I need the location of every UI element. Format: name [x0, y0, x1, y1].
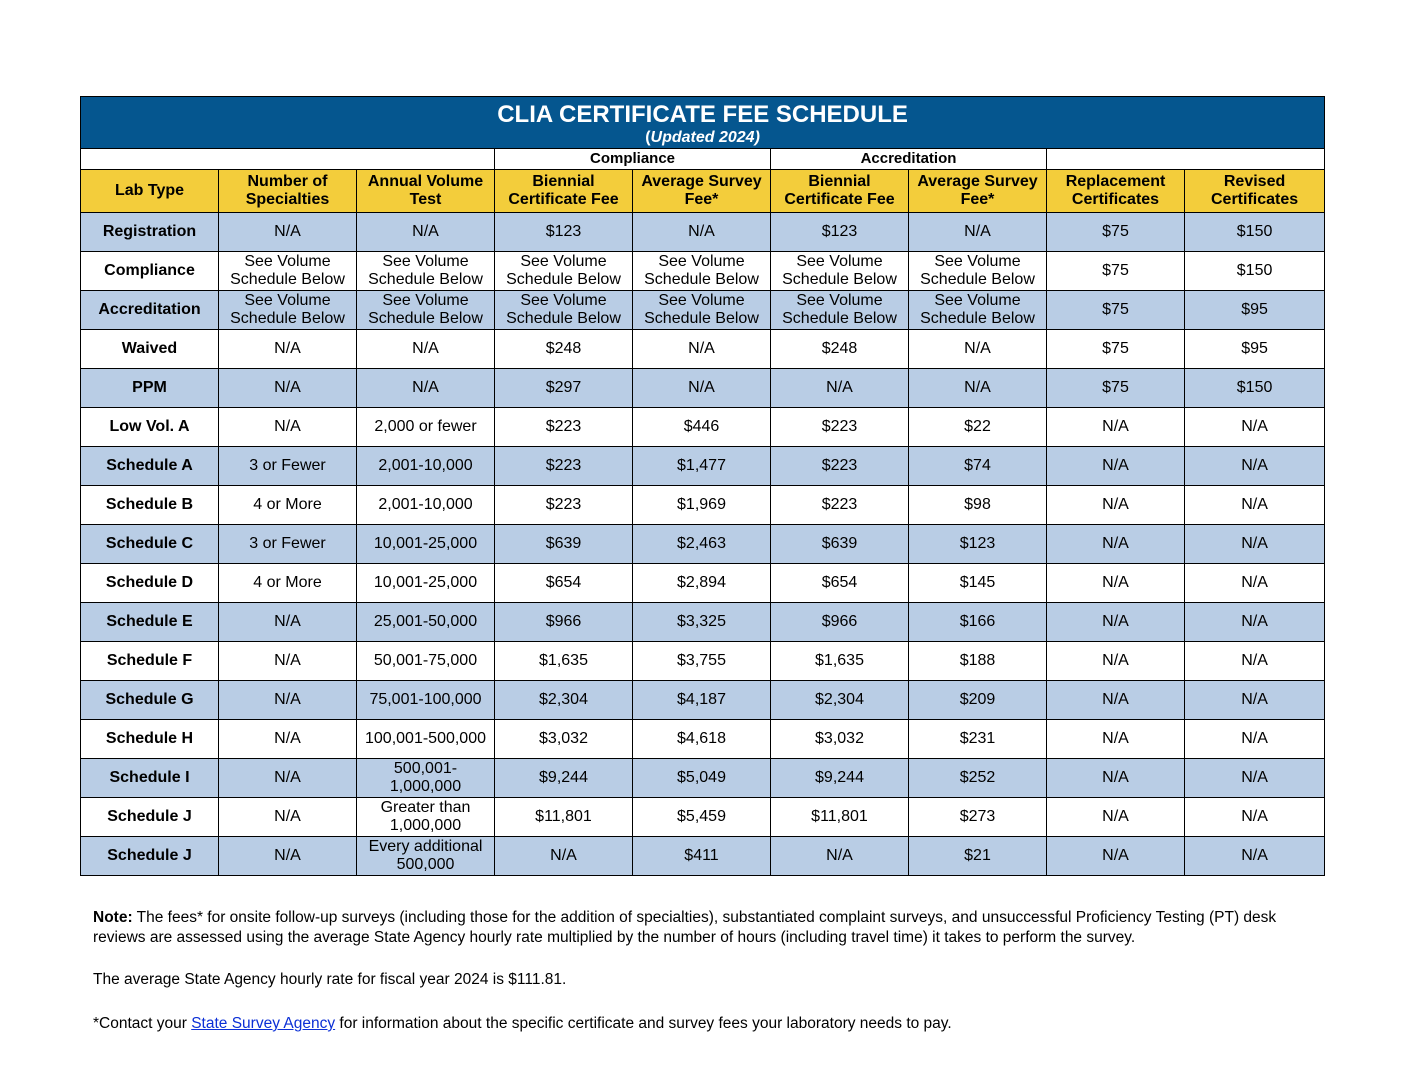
column-header: Number of Specialties — [219, 170, 357, 213]
fee-cell: N/A — [495, 837, 633, 876]
lab-type-cell: Schedule A — [81, 447, 219, 486]
fee-cell: $3,325 — [633, 603, 771, 642]
fee-cell: $123 — [495, 213, 633, 252]
fee-cell: $411 — [633, 837, 771, 876]
fee-cell: N/A — [219, 837, 357, 876]
fee-cell: 10,001-25,000 — [357, 564, 495, 603]
fee-cell: N/A — [357, 213, 495, 252]
fee-cell: Every additional 500,000 — [357, 837, 495, 876]
fee-cell: $446 — [633, 408, 771, 447]
table-row — [81, 291, 1325, 330]
note-label: Note: — [93, 909, 133, 926]
contact-prefix: *Contact your — [93, 1015, 192, 1032]
fee-cell: See Volume Schedule Below — [357, 252, 495, 291]
fee-cell: $145 — [909, 564, 1047, 603]
fee-cell: N/A — [633, 369, 771, 408]
fee-cell: $5,459 — [633, 798, 771, 837]
fee-cell: See Volume Schedule Below — [357, 291, 495, 330]
column-header: Biennial Certificate Fee — [771, 170, 909, 213]
column-header: Average Survey Fee* — [633, 170, 771, 213]
fee-cell: $223 — [495, 447, 633, 486]
note-text: The fees* for onsite follow-up surveys (including those for the addition of specialties), substantiated complaint surveys, and unsuccessful Proficiency Testing (PT) desk reviews are assessed using the average State Agency hourly rate multiplied by the number of hours (including travel time) it takes to perform the survey. — [93, 909, 1277, 946]
fee-cell: N/A — [1185, 642, 1325, 681]
fee-cell: N/A — [1047, 525, 1185, 564]
fee-cell: 25,001-50,000 — [357, 603, 495, 642]
table-row — [81, 447, 1325, 486]
fee-cell: N/A — [1047, 759, 1185, 798]
fee-cell: N/A — [219, 603, 357, 642]
fee-schedule-table — [80, 96, 1325, 876]
column-header: Revised Certificates — [1185, 170, 1325, 213]
fee-cell: See Volume Schedule Below — [771, 252, 909, 291]
fee-cell: 4 or More — [219, 564, 357, 603]
table-row — [81, 525, 1325, 564]
subtitle-text: Updated 2024) — [650, 128, 760, 146]
fee-cell: $1,477 — [633, 447, 771, 486]
fee-cell: $74 — [909, 447, 1047, 486]
fee-cell: Greater than 1,000,000 — [357, 798, 495, 837]
fee-cell: N/A — [219, 369, 357, 408]
lab-type-cell: Schedule J — [81, 837, 219, 876]
fee-cell: N/A — [219, 681, 357, 720]
table-row — [81, 837, 1325, 876]
fee-cell: $22 — [909, 408, 1047, 447]
fee-cell: $639 — [495, 525, 633, 564]
fee-cell: N/A — [909, 369, 1047, 408]
fee-cell: $966 — [495, 603, 633, 642]
column-group-row — [81, 149, 1325, 170]
fee-cell: N/A — [219, 330, 357, 369]
table-row — [81, 681, 1325, 720]
fee-cell: N/A — [219, 408, 357, 447]
fee-cell: $3,032 — [771, 720, 909, 759]
column-header-row — [81, 170, 1325, 213]
fee-cell: $166 — [909, 603, 1047, 642]
fee-cell: N/A — [357, 330, 495, 369]
fee-cell: N/A — [219, 798, 357, 837]
fee-cell: N/A — [1047, 837, 1185, 876]
fee-cell: $75 — [1047, 252, 1185, 291]
lab-type-cell: Schedule G — [81, 681, 219, 720]
contact-paragraph — [93, 1014, 1323, 1034]
table-row — [81, 369, 1325, 408]
fee-cell: 10,001-25,000 — [357, 525, 495, 564]
lab-type-cell: Schedule J — [81, 798, 219, 837]
fee-cell: N/A — [771, 837, 909, 876]
fee-schedule-sheet — [80, 96, 1324, 876]
fee-cell: $4,618 — [633, 720, 771, 759]
fee-cell: $4,187 — [633, 681, 771, 720]
table-row — [81, 603, 1325, 642]
fee-cell: $252 — [909, 759, 1047, 798]
fee-cell: $11,801 — [771, 798, 909, 837]
fee-cell: See Volume Schedule Below — [495, 252, 633, 291]
fee-cell: 100,001-500,000 — [357, 720, 495, 759]
table-row — [81, 486, 1325, 525]
note-paragraph — [93, 908, 1323, 948]
fee-cell: $188 — [909, 642, 1047, 681]
fee-cell: See Volume Schedule Below — [909, 291, 1047, 330]
fee-cell: $21 — [909, 837, 1047, 876]
fee-cell: $9,244 — [495, 759, 633, 798]
fee-cell: N/A — [1185, 798, 1325, 837]
fee-cell: See Volume Schedule Below — [909, 252, 1047, 291]
fee-cell: 3 or Fewer — [219, 447, 357, 486]
fee-cell: N/A — [1185, 447, 1325, 486]
fee-cell: N/A — [219, 213, 357, 252]
fee-cell: N/A — [1047, 642, 1185, 681]
lab-type-cell: Schedule D — [81, 564, 219, 603]
fee-cell: N/A — [219, 759, 357, 798]
subtitle-paren: ( — [645, 128, 651, 146]
fee-cell: 2,000 or fewer — [357, 408, 495, 447]
fee-cell: See Volume Schedule Below — [633, 252, 771, 291]
fee-cell: N/A — [1185, 525, 1325, 564]
fee-cell: N/A — [219, 720, 357, 759]
fee-cell: $654 — [495, 564, 633, 603]
column-header: Annual Volume Test — [357, 170, 495, 213]
fee-cell: N/A — [633, 330, 771, 369]
column-header: Biennial Certificate Fee — [495, 170, 633, 213]
group-accreditation: Accreditation — [771, 149, 1047, 170]
lab-type-cell: Schedule I — [81, 759, 219, 798]
fee-cell: $123 — [771, 213, 909, 252]
fee-cell: $654 — [771, 564, 909, 603]
fee-cell: N/A — [771, 369, 909, 408]
fee-cell: 75,001-100,000 — [357, 681, 495, 720]
fee-cell: N/A — [1185, 408, 1325, 447]
fee-cell: $3,755 — [633, 642, 771, 681]
fee-cell: N/A — [1185, 564, 1325, 603]
table-row — [81, 759, 1325, 798]
fee-cell: $223 — [771, 408, 909, 447]
table-row — [81, 798, 1325, 837]
table-body — [81, 213, 1325, 876]
fee-cell: N/A — [357, 369, 495, 408]
fee-cell: $123 — [909, 525, 1047, 564]
group-blank-left — [81, 149, 495, 170]
fee-cell: $98 — [909, 486, 1047, 525]
fee-cell: $9,244 — [771, 759, 909, 798]
group-blank-right — [1047, 149, 1325, 170]
fee-cell: See Volume Schedule Below — [219, 291, 357, 330]
fee-cell: $75 — [1047, 330, 1185, 369]
lab-type-cell: Low Vol. A — [81, 408, 219, 447]
lab-type-cell: Schedule B — [81, 486, 219, 525]
fee-cell: N/A — [1185, 603, 1325, 642]
fee-cell: 2,001-10,000 — [357, 486, 495, 525]
fee-cell: N/A — [1185, 720, 1325, 759]
fee-cell: N/A — [1047, 720, 1185, 759]
hourly-rate-text: The average State Agency hourly rate for fiscal year 2024 is $111.81. — [93, 971, 567, 988]
lab-type-cell: Compliance — [81, 252, 219, 291]
fee-cell: $223 — [495, 408, 633, 447]
fee-cell: $966 — [771, 603, 909, 642]
fee-cell: 4 or More — [219, 486, 357, 525]
table-row — [81, 642, 1325, 681]
lab-type-cell: PPM — [81, 369, 219, 408]
table-title-banner — [81, 97, 1325, 149]
fee-cell: $2,304 — [495, 681, 633, 720]
lab-type-cell: Schedule F — [81, 642, 219, 681]
column-header: Replacement Certificates — [1047, 170, 1185, 213]
fee-cell: $223 — [771, 486, 909, 525]
table-row — [81, 330, 1325, 369]
fee-cell: $1,969 — [633, 486, 771, 525]
fee-cell: N/A — [1047, 486, 1185, 525]
fee-cell: N/A — [1185, 759, 1325, 798]
fee-cell: N/A — [1185, 681, 1325, 720]
fee-cell: N/A — [633, 213, 771, 252]
fee-cell: N/A — [1047, 564, 1185, 603]
fee-cell: $273 — [909, 798, 1047, 837]
table-row — [81, 564, 1325, 603]
fee-cell: $209 — [909, 681, 1047, 720]
lab-type-cell: Schedule H — [81, 720, 219, 759]
fee-cell: N/A — [909, 330, 1047, 369]
lab-type-cell: Schedule E — [81, 603, 219, 642]
fee-cell: N/A — [1185, 837, 1325, 876]
page-subtitle — [83, 129, 1322, 147]
fee-cell: $223 — [495, 486, 633, 525]
fee-cell: N/A — [1047, 603, 1185, 642]
table-row — [81, 252, 1325, 291]
page-title: CLIA CERTIFICATE FEE SCHEDULE — [497, 100, 908, 128]
fee-cell: $2,304 — [771, 681, 909, 720]
fee-cell: 50,001-75,000 — [357, 642, 495, 681]
fee-cell: $150 — [1185, 252, 1325, 291]
column-header: Average Survey Fee* — [909, 170, 1047, 213]
fee-cell: $2,463 — [633, 525, 771, 564]
fee-cell: $223 — [771, 447, 909, 486]
fee-cell: $639 — [771, 525, 909, 564]
fee-cell: N/A — [1047, 408, 1185, 447]
fee-cell: $297 — [495, 369, 633, 408]
fee-cell: $1,635 — [495, 642, 633, 681]
table-row — [81, 408, 1325, 447]
contact-suffix: for information about the specific certificate and survey fees your laboratory needs to pay. — [335, 1015, 952, 1032]
table-row — [81, 213, 1325, 252]
state-survey-agency-link[interactable]: State Survey Agency — [191, 1015, 336, 1032]
fee-cell: N/A — [1185, 486, 1325, 525]
lab-type-cell: Waived — [81, 330, 219, 369]
fee-cell: N/A — [1047, 798, 1185, 837]
lab-type-cell: Accreditation — [81, 291, 219, 330]
fee-cell: $248 — [771, 330, 909, 369]
fee-cell: $11,801 — [495, 798, 633, 837]
column-header: Lab Type — [81, 170, 219, 213]
fee-cell: See Volume Schedule Below — [219, 252, 357, 291]
lab-type-cell: Registration — [81, 213, 219, 252]
fee-cell: See Volume Schedule Below — [495, 291, 633, 330]
fee-cell: $150 — [1185, 213, 1325, 252]
lab-type-cell: Schedule C — [81, 525, 219, 564]
fee-cell: $75 — [1047, 369, 1185, 408]
fee-cell: $150 — [1185, 369, 1325, 408]
fee-cell: $231 — [909, 720, 1047, 759]
fee-cell: See Volume Schedule Below — [771, 291, 909, 330]
fee-cell: $2,894 — [633, 564, 771, 603]
fee-cell: 3 or Fewer — [219, 525, 357, 564]
fee-cell: 500,001-1,000,000 — [357, 759, 495, 798]
fee-cell: $248 — [495, 330, 633, 369]
fee-cell: $3,032 — [495, 720, 633, 759]
fee-cell: $95 — [1185, 330, 1325, 369]
fee-cell: N/A — [1047, 681, 1185, 720]
fee-cell: $95 — [1185, 291, 1325, 330]
fee-cell: 2,001-10,000 — [357, 447, 495, 486]
fee-cell: N/A — [1047, 447, 1185, 486]
table-row — [81, 720, 1325, 759]
fee-cell: N/A — [909, 213, 1047, 252]
fee-cell: $5,049 — [633, 759, 771, 798]
fee-cell: $75 — [1047, 213, 1185, 252]
fee-cell: $1,635 — [771, 642, 909, 681]
footnotes — [93, 908, 1323, 1034]
group-compliance: Compliance — [495, 149, 771, 170]
fee-cell: $75 — [1047, 291, 1185, 330]
fee-cell: N/A — [219, 642, 357, 681]
fee-cell: See Volume Schedule Below — [633, 291, 771, 330]
